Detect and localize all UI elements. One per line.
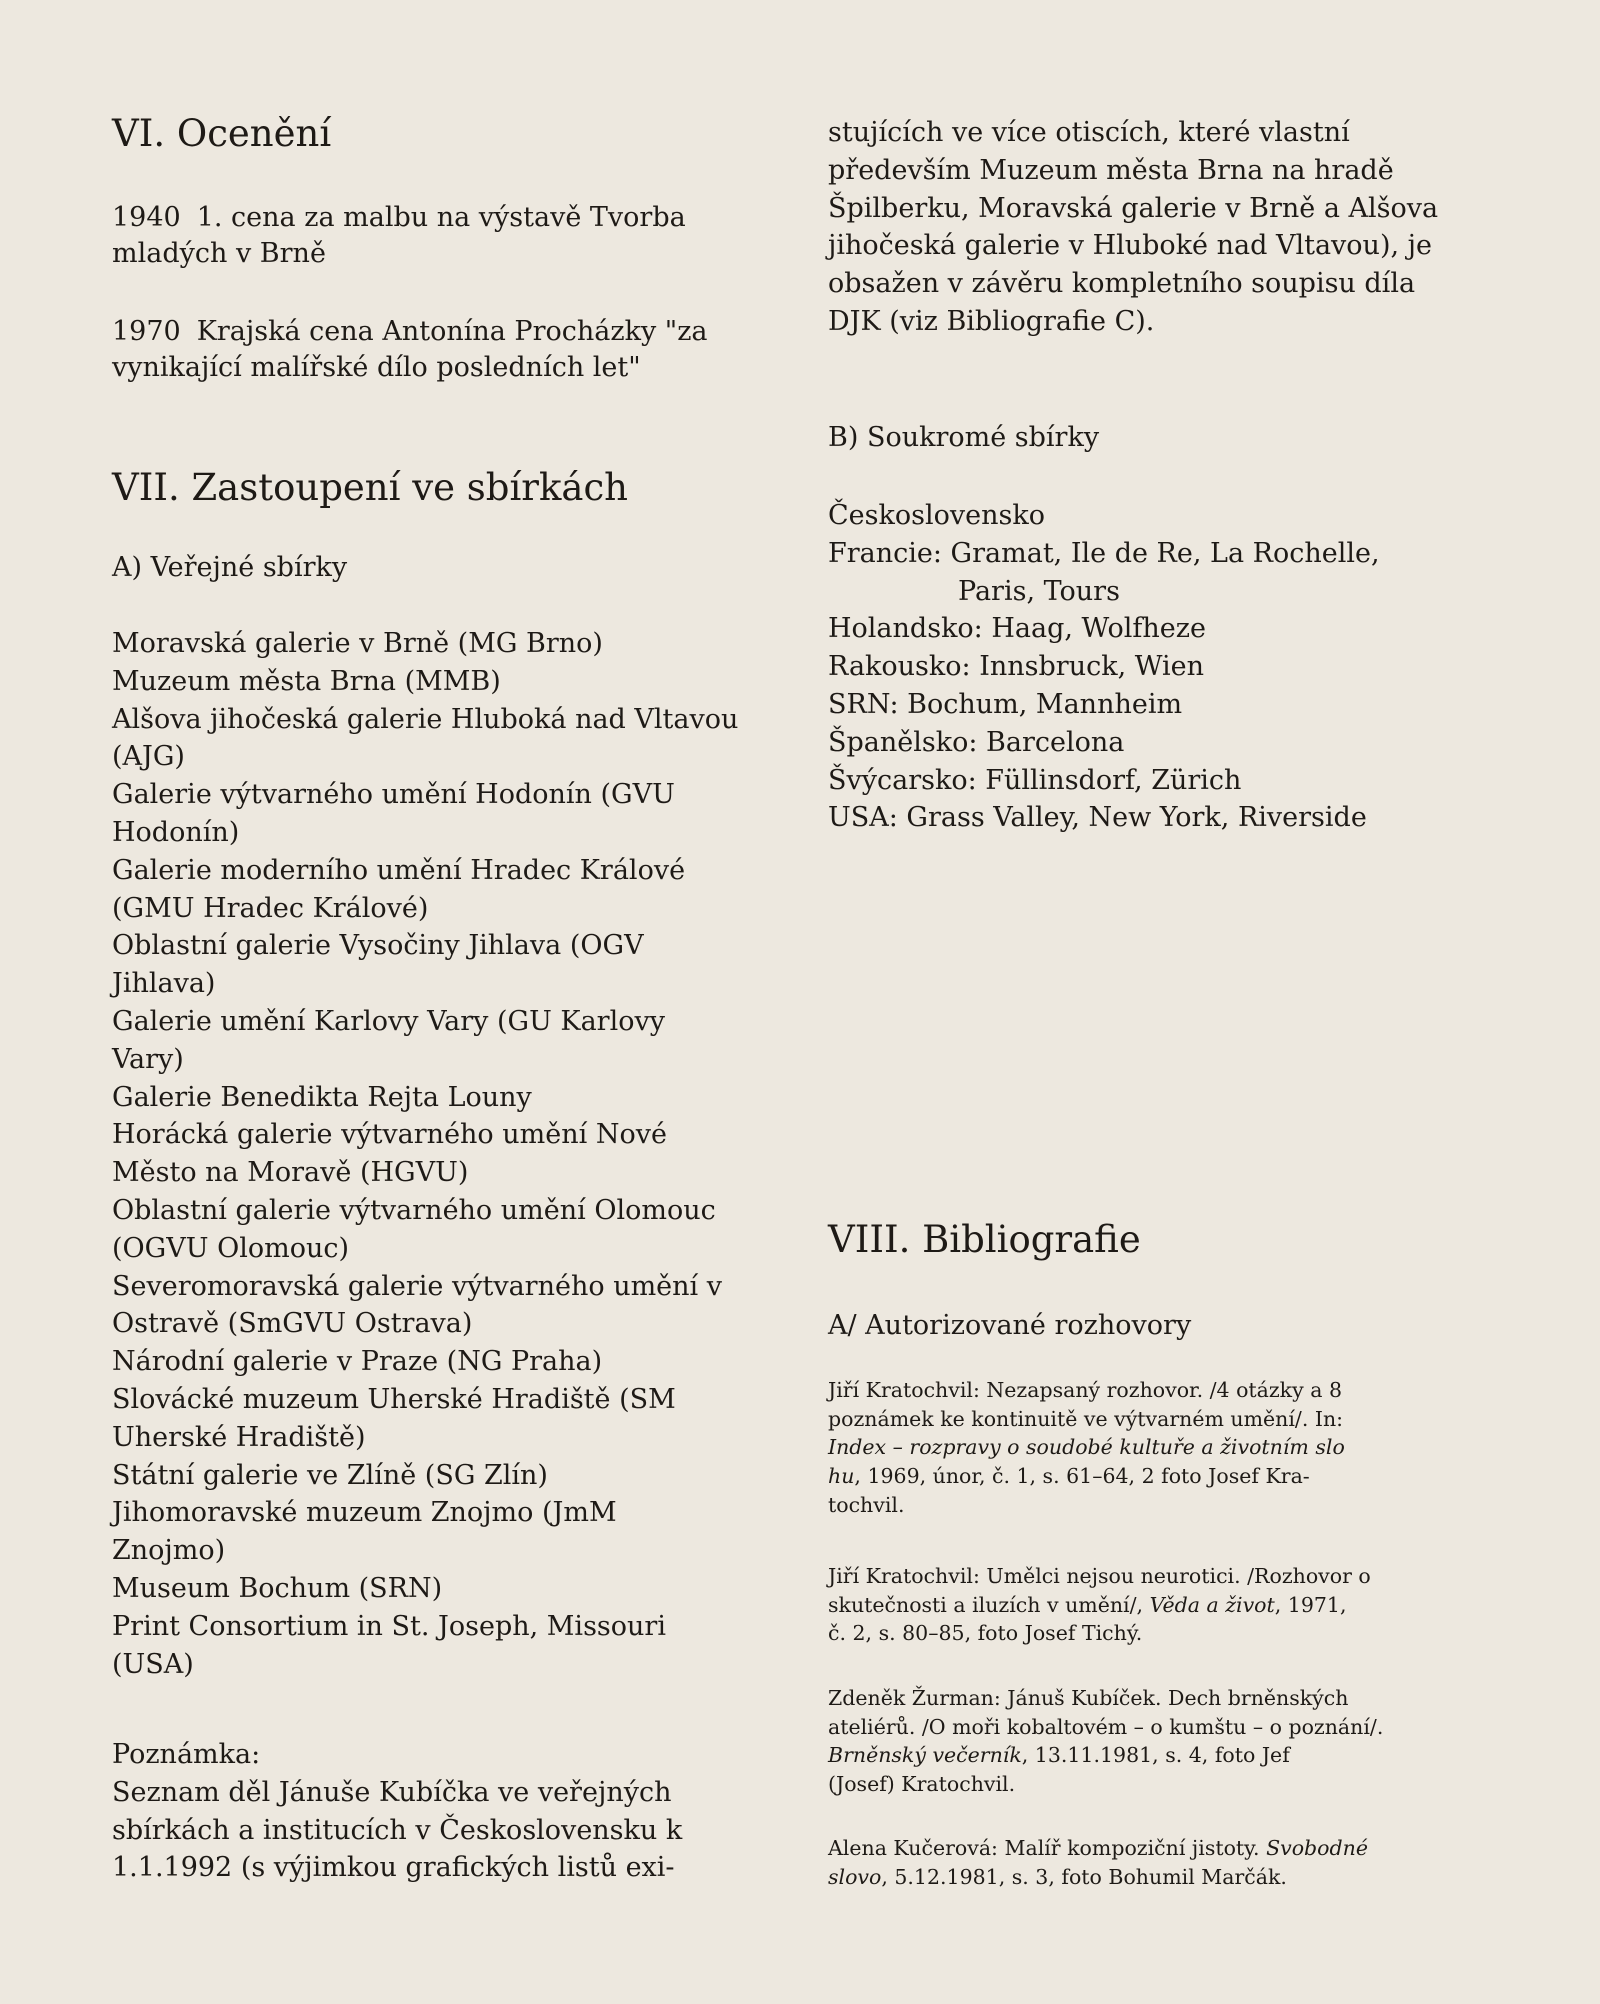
list-line: Muzeum města Brna (MMB) bbox=[112, 665, 501, 697]
list-line: (OGVU Olomouc) bbox=[112, 1232, 350, 1264]
list-line: Jihlava) bbox=[112, 968, 216, 1000]
list-line: Galerie umění Karlovy Vary (GU Karlovy bbox=[112, 1005, 665, 1037]
section-7-title: VII. Zastoupení ve sbírkách bbox=[112, 466, 628, 509]
award-text: vynikající malířské dílo posledních let" bbox=[112, 352, 641, 383]
list-line: Holandsko: Haag, Wolfheze bbox=[828, 613, 1206, 645]
list-line: Oblastní galerie Vysočiny Jihlava (OGV bbox=[112, 930, 644, 962]
list-line: Hodonín) bbox=[112, 816, 240, 848]
note-line: Seznam děl Jánuše Kubíčka ve veřejných bbox=[112, 1776, 672, 1808]
list-line: SRN: Bochum, Mannheim bbox=[828, 688, 1183, 720]
note-line: především Muzeum města Brna na hradě bbox=[828, 154, 1394, 186]
list-line: Francie: Gramat, Ile de Re, La Rochelle, bbox=[828, 537, 1380, 569]
list-line: (GMU Hradec Králové) bbox=[112, 892, 429, 924]
bibliography-entry: Alena Kučerová: Malíř kompoziční jistoty. Svobodné slovo, 5.12.1981, s. 3, foto Bohumil Marčák. bbox=[828, 1836, 1368, 1889]
private-collections-subtitle: B) Soukromé sbírky bbox=[828, 422, 1100, 453]
note-line: Špilberku, Moravská galerie v Brně a Alšova bbox=[828, 192, 1439, 224]
note-line: jihočeská galerie v Hluboké nad Vltavou), je bbox=[828, 230, 1432, 262]
bibliography-entry: Jiří Kratochvil: Nezapsaný rozhovor. /4 otázky a 8 poznámek ke kontinuitě ve výtvarném umění/. In: Index – rozpravy o soudobé kultuře a životním slo hu, 1969, únor, č. 1, s. 61–64, 2 foto Josef Kra- tochvil. bbox=[828, 1378, 1345, 1517]
private-collections-list bbox=[828, 497, 1380, 837]
list-line: Ostravě (SmGVU Ostrava) bbox=[112, 1308, 473, 1340]
bibliography-entry: Zdeněk Žurman: Jánuš Kubíček. Dech brněnských ateliérů. /O moři kobaltovém – o kumštu – o poznání/. Brněnský večerník, 13.11.1981, s. 4, foto Jef (Josef) Kratochvil. bbox=[828, 1686, 1384, 1797]
note-line: sbírkách a institucích v Československu k bbox=[112, 1814, 683, 1846]
list-line: Horácká galerie výtvarného umění Nové bbox=[112, 1119, 667, 1151]
section-7-subtitle: A) Veřejné sbírky bbox=[112, 552, 348, 583]
award-year: 1970 bbox=[112, 316, 181, 347]
section-8-title: VIII. Bibliografie bbox=[828, 1218, 1141, 1261]
list-line: Paris, Tours bbox=[958, 575, 1120, 607]
list-line: Uherské Hradiště) bbox=[112, 1421, 366, 1453]
list-line: Galerie Benedikta Rejta Louny bbox=[112, 1081, 532, 1113]
section-8-subtitle: A/ Autorizované rozhovory bbox=[828, 1310, 1192, 1341]
list-line: Československo bbox=[828, 500, 1045, 531]
note-continuation bbox=[828, 114, 1438, 341]
list-line: Oblastní galerie výtvarného umění Olomouc bbox=[112, 1194, 716, 1226]
award-text: 1. cena za malbu na výstavě Tvorba bbox=[196, 202, 686, 233]
list-line: Jihomoravské muzeum Znojmo (JmM bbox=[112, 1497, 617, 1529]
list-line: USA: Grass Valley, New York, Riverside bbox=[828, 802, 1367, 834]
award-1970 bbox=[112, 314, 708, 386]
award-text: Krajská cena Antonína Procházky "za bbox=[196, 316, 708, 347]
list-line: Galerie moderního umění Hradec Králové bbox=[112, 854, 686, 886]
list-line: Znojmo) bbox=[112, 1535, 226, 1567]
award-year: 1940 bbox=[112, 202, 181, 233]
award-1940 bbox=[112, 200, 686, 272]
public-collections-list bbox=[112, 625, 738, 1683]
list-line: Museum Bochum (SRN) bbox=[112, 1572, 443, 1604]
bibliography-entry: Jiří Kratochvil: Umělci nejsou neurotici. /Rozhovor o skutečnosti a iluzích v umění/, Věda a život, 1971, č. 2, s. 80–85, foto Josef Tichý. bbox=[828, 1564, 1371, 1646]
section-6-title: VI. Ocenění bbox=[112, 112, 332, 155]
list-line: Státní galerie ve Zlíně (SG Zlín) bbox=[112, 1459, 548, 1491]
list-line: Severomoravská galerie výtvarného umění v bbox=[112, 1270, 723, 1302]
list-line: Město na Moravě (HGVU) bbox=[112, 1157, 469, 1189]
list-line: Švýcarsko: Füllinsdorf, Zürich bbox=[828, 764, 1242, 796]
list-line: Galerie výtvarného umění Hodonín (GVU bbox=[112, 779, 675, 811]
list-line: Španělsko: Barcelona bbox=[828, 726, 1125, 758]
list-line: (AJG) bbox=[112, 741, 185, 773]
note-line: obsažen v závěru kompletního soupisu díla bbox=[828, 268, 1416, 300]
list-line: Moravská galerie v Brně (MG Brno) bbox=[112, 628, 603, 659]
list-line: Národní galerie v Praze (NG Praha) bbox=[112, 1346, 603, 1378]
list-line: Vary) bbox=[112, 1043, 184, 1075]
note-block bbox=[112, 1736, 682, 1887]
list-line: (USA) bbox=[112, 1648, 194, 1680]
list-line: Rakousko: Innsbruck, Wien bbox=[828, 651, 1205, 683]
note-heading: Poznámka: bbox=[112, 1739, 261, 1770]
note-line: 1.1.1992 (s výjimkou grafických listů exi- bbox=[112, 1852, 675, 1884]
list-line: Print Consortium in St. Joseph, Missouri bbox=[112, 1610, 666, 1642]
list-line: Alšova jihočeská galerie Hluboká nad Vltavou bbox=[112, 703, 739, 735]
award-text: mladých v Brně bbox=[112, 238, 326, 269]
note-line: DJK (viz Bibliografie C). bbox=[828, 305, 1155, 337]
list-line: Slovácké muzeum Uherské Hradiště (SM bbox=[112, 1383, 676, 1415]
note-line: stujících ve více otiscích, které vlastní bbox=[828, 117, 1350, 148]
